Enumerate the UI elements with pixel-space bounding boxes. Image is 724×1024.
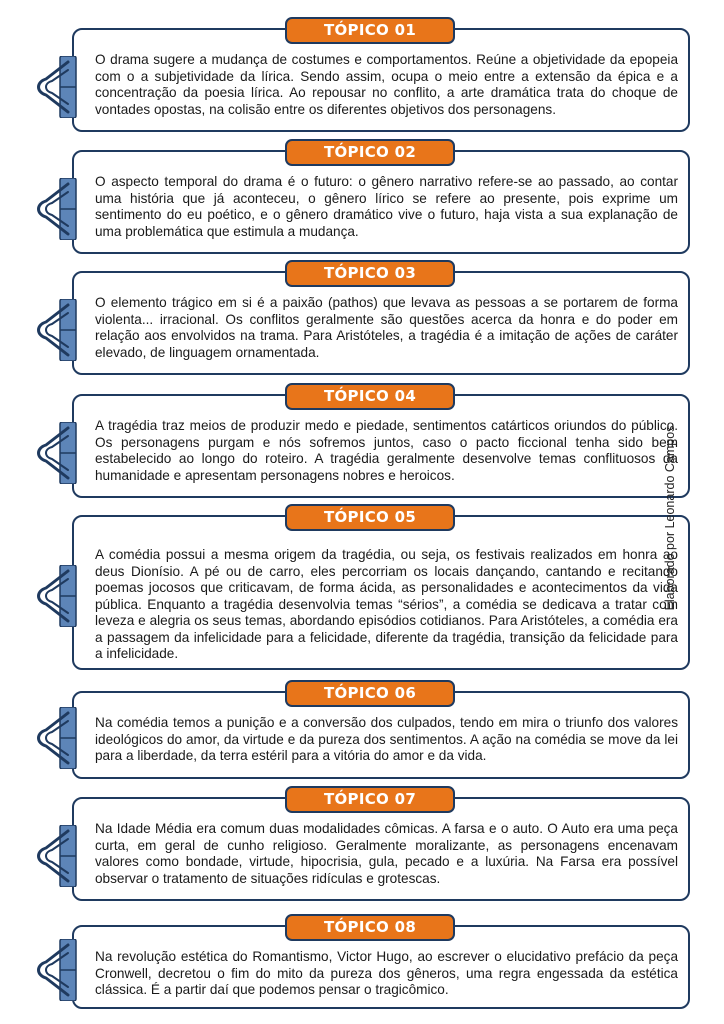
topic-card-01 — [72, 21, 690, 132]
binder-clip-icon — [36, 56, 96, 118]
binder-clip-icon — [36, 422, 96, 484]
topic-text: A comédia possui a mesma origem da tragédia, ou seja, os festivais realizados em honra ao deus Dionísio. A pé ou de carro, eles percorriam os locais dançando, cantando e recitando poemas jocosos que criticavam, de forma ácida, as personalidades e acontecimentos da vida pública. Enquanto a tragédia desenvolvia temas “sérios”, a comédia se dedicava a tratar com leveza e alegria os seus temas, abordando episódios cotidianos. Para Aristóteles, a comédia era a passagem da infelicidade para a felicidade, diferente da tragédia, transição da felicidade para a infelicidade. — [95, 547, 678, 661]
topic-text: A tragédia traz meios de produzir medo e piedade, sentimentos catárticos oriundos do público. Os personagens purgam e nós sofremos juntos, caso o pacto ficcional tenha sido bem estabelecido ao longo do roteiro. A tragédia geralmente desenvolve temas conflituosos da humanidade e apresentam personagens nobres e heroicos. — [95, 418, 678, 483]
topic-title: TÓPICO 05 — [285, 504, 455, 531]
binder-clip-icon — [36, 707, 96, 769]
topic-card-05 — [72, 508, 690, 670]
topic-title: TÓPICO 01 — [285, 17, 455, 44]
topic-card-08 — [72, 918, 690, 1009]
topic-text: O drama sugere a mudança de costumes e comportamentos. Reúne a objetividade da epopeia com o a subjetividade da lírica. Sendo assim, ocupa o meio entre a extensão da épica e a concentração da poesia lírica. Ao repousar no conflito, a arte dramática trata do choque de vontades opostas, na colisão entre os diferentes objetivos dos personagens. — [95, 52, 678, 117]
binder-clip-icon — [36, 565, 96, 627]
topic-title: TÓPICO 04 — [285, 383, 455, 410]
binder-clip-icon — [36, 939, 96, 1001]
topic-card-02 — [72, 143, 690, 254]
topic-text: Na revolução estética do Romantismo, Victor Hugo, ao escrever o elucidativo prefácio da peça Cronwell, decretou o fim do mito da pureza dos gêneros, uma regra engessada da estética clássica. É a partir daí que podemos pensar o tragicômico. — [95, 949, 678, 997]
author-credit-text: Elaborado por Leonardo Campos — [663, 425, 677, 611]
topic-card-07 — [72, 790, 690, 901]
topic-text: Na Idade Média era comum duas modalidades cômicas. A farsa e o auto. O Auto era uma peça curta, em geral de cunho religioso. Geralmente moralizante, as personagens encenavam valores como bondade, virtude, hipocrisia, gula, pecado e a luxúria. Na Farsa era possível observar o tratamento de situações ridículas e grotescas. — [95, 821, 678, 886]
topic-text: O elemento trágico em si é a paixão (pathos) que levava as pessoas a se portarem de forma violenta... irracional. Os conflitos geralmente são questões acerca da honra e do poder em relação aos envolvidos na trama. Para Aristóteles, a tragédia é a imitação de ações de caráter elevado, de linguagem ornamentada. — [95, 295, 678, 360]
topic-text: Na comédia temos a punição e a conversão dos culpados, tendo em mira o triunfo dos valores ideológicos do amor, da virtude e da pureza dos sentimentos. A ação na comédia se move da lei para a liberdade, da terra estéril para a vitória do amor e da vida. — [95, 715, 678, 763]
topic-card-03 — [72, 264, 690, 375]
topic-text: O aspecto temporal do drama é o futuro: o gênero narrativo refere-se ao passado, ao contar uma história que já aconteceu, o gênero lírico se refere ao presente, pois exprime um sentimento do eu poético, e o gênero dramático vive o futuro, haja vista a sua explanação de uma problemática que estimula a mudança. — [95, 174, 678, 239]
topic-title: TÓPICO 08 — [285, 914, 455, 941]
topic-card-06 — [72, 684, 690, 779]
topic-title: TÓPICO 02 — [285, 139, 455, 166]
binder-clip-icon — [36, 178, 96, 240]
topic-title: TÓPICO 07 — [285, 786, 455, 813]
topic-title: TÓPICO 03 — [285, 260, 455, 287]
binder-clip-icon — [36, 299, 96, 361]
topic-card-04 — [72, 387, 690, 498]
topic-title: TÓPICO 06 — [285, 680, 455, 707]
binder-clip-icon — [36, 825, 96, 887]
